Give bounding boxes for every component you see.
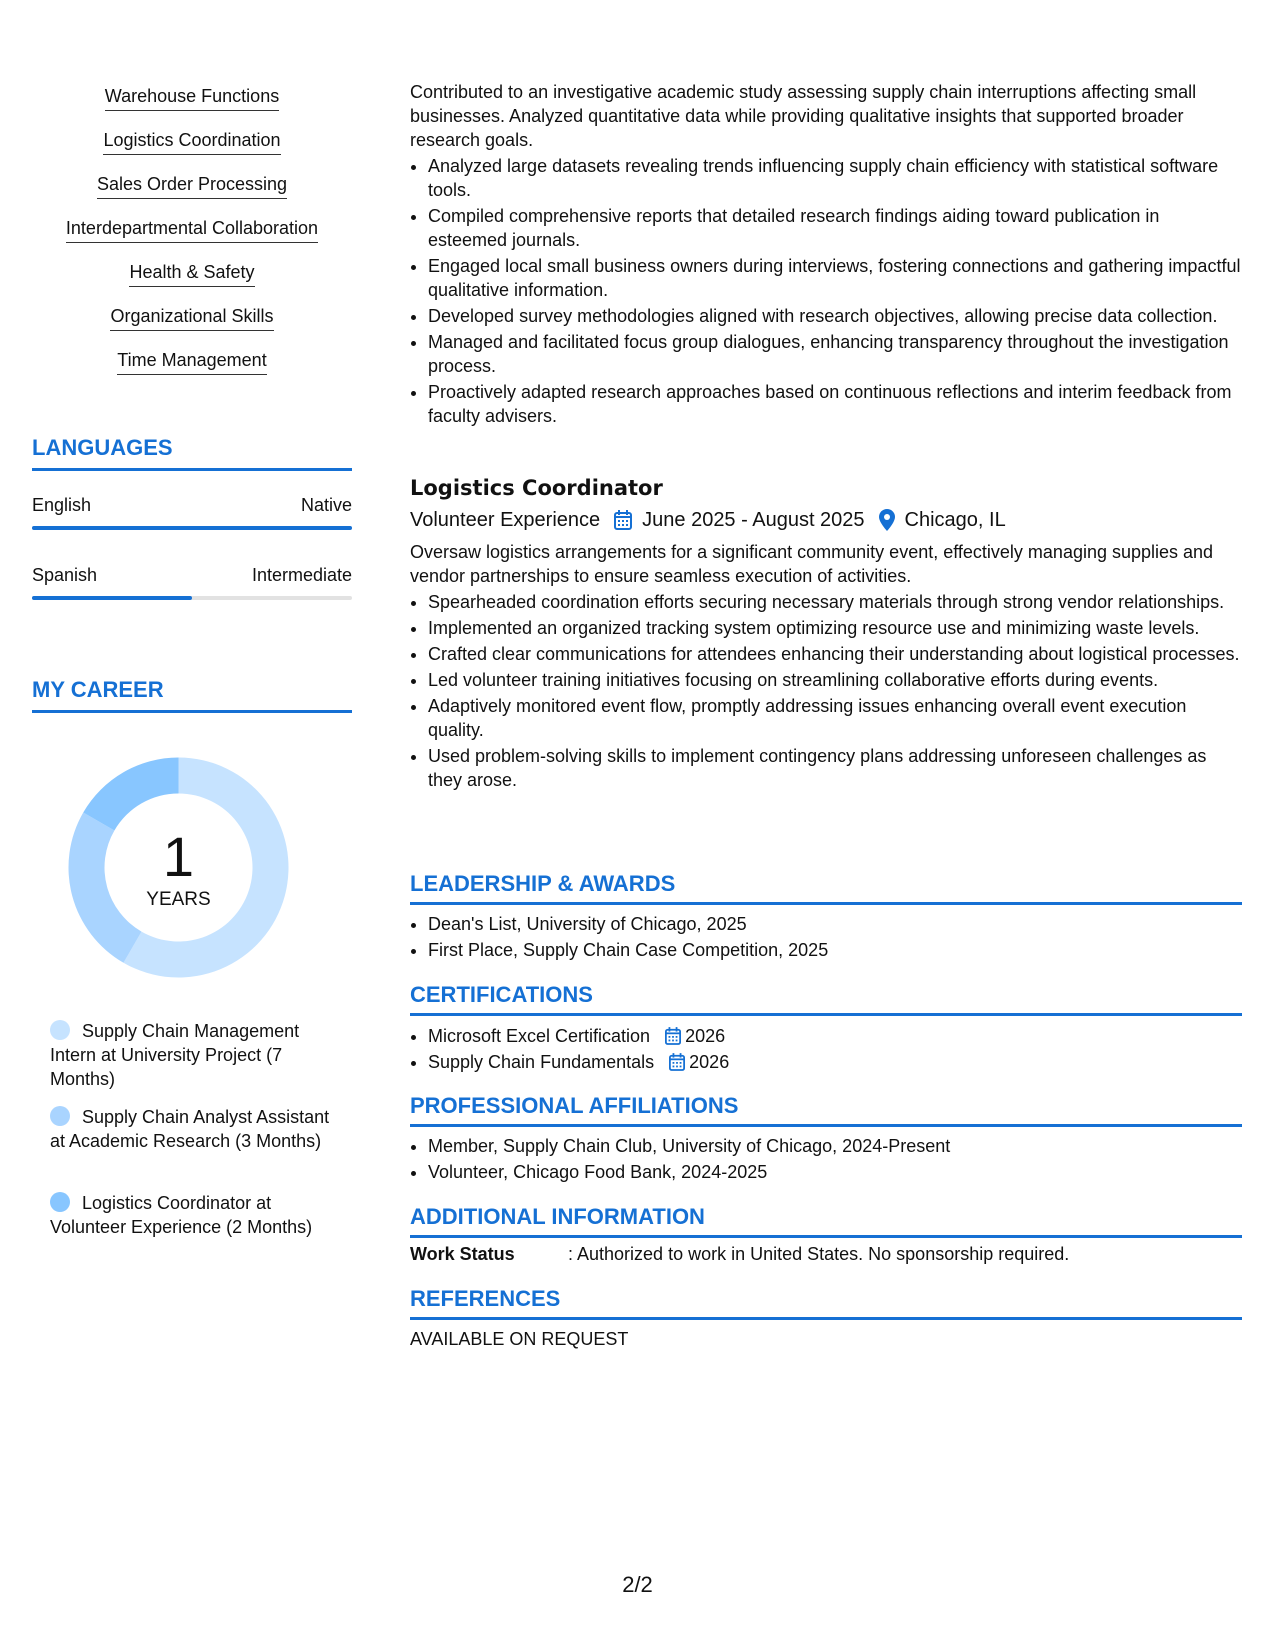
section-rule bbox=[410, 1235, 1242, 1238]
skill-item: Logistics Coordination bbox=[103, 128, 280, 155]
section-title: CERTIFICATIONS bbox=[410, 982, 593, 1007]
language-level: Native bbox=[300, 495, 352, 515]
language-bar-fill bbox=[32, 596, 192, 600]
section-rule bbox=[410, 902, 1242, 905]
section-title: PROFESSIONAL AFFILIATIONS bbox=[410, 1093, 739, 1118]
location-pin-icon bbox=[879, 509, 895, 531]
job-entry bbox=[410, 474, 1242, 794]
skill-item: Health & Safety bbox=[129, 260, 254, 287]
language-bar bbox=[32, 596, 352, 600]
career-legend-item bbox=[50, 1105, 340, 1153]
job-org: Volunteer Experience bbox=[410, 509, 601, 531]
career-total-unit: YEARS bbox=[146, 889, 211, 910]
languages-header bbox=[32, 434, 352, 471]
skill-item: Interdepartmental Collaboration bbox=[66, 216, 318, 243]
language-level: Intermediate bbox=[251, 565, 352, 585]
awards-header bbox=[410, 870, 1242, 905]
legend-dot bbox=[50, 1192, 70, 1212]
certifications-header bbox=[410, 981, 1242, 1016]
bullet-item: • Analyzed large datasets revealing trends influencing supply chain efficiency with statistical software tools. bbox=[428, 154, 1242, 202]
section-title: ADDITIONAL INFORMATION bbox=[410, 1204, 705, 1229]
bullet-item: • Implemented an organized tracking system optimizing resource use and minimizing waste levels. bbox=[428, 616, 1242, 640]
certification-item bbox=[428, 1050, 1242, 1074]
bullet-item: • Managed and facilitated focus group dialogues, enhancing transparency throughout the investigation process. bbox=[428, 330, 1242, 378]
affiliation-item: • Volunteer, Chicago Food Bank, 2024-2025 bbox=[428, 1160, 1242, 1184]
career-legend-item bbox=[50, 1191, 340, 1239]
skills-list bbox=[32, 84, 352, 392]
certification-year: 2026 bbox=[689, 1052, 730, 1072]
job-summary: Oversaw logistics arrangements for a significant community event, effectively managing supplies and vendor partnerships to ensure seamless execution of activities. bbox=[410, 542, 1214, 586]
calendar-icon bbox=[665, 1027, 681, 1045]
bullet-item: • Spearheaded coordination efforts securing necessary materials through strong vendor relationships. bbox=[428, 590, 1242, 614]
affiliations-header bbox=[410, 1092, 1242, 1127]
research-bullets bbox=[410, 154, 1242, 428]
section-title: LEADERSHIP & AWARDS bbox=[410, 871, 676, 896]
language-bar-fill bbox=[32, 526, 352, 530]
bullet-item: • Compiled comprehensive reports that detailed research findings aiding toward publication in esteemed journals. bbox=[428, 204, 1242, 252]
bullet-item: • Engaged local small business owners during interviews, fostering connections and gathering impactful qualitative information. bbox=[428, 254, 1242, 302]
section-rule bbox=[410, 1317, 1242, 1320]
bullet-item: • Used problem-solving skills to implement contingency plans addressing unforeseen challenges as they arose. bbox=[428, 744, 1242, 792]
certification-name: Microsoft Excel Certification bbox=[428, 1026, 651, 1046]
section-rule bbox=[410, 1013, 1242, 1016]
legend-dot bbox=[50, 1106, 70, 1126]
bullet-item: • Proactively adapted research approaches based on continuous reflections and interim feedback from faculty advisers. bbox=[428, 380, 1242, 428]
work-status-row bbox=[410, 1242, 1242, 1266]
calendar-icon bbox=[669, 1053, 685, 1071]
award-item: • Dean's List, University of Chicago, 2025 bbox=[428, 912, 1242, 936]
award-item: • First Place, Supply Chain Case Competition, 2025 bbox=[428, 938, 1242, 962]
section-rule bbox=[410, 1124, 1242, 1127]
job-title: Logistics Coordinator bbox=[410, 476, 663, 500]
job-location: Chicago, IL bbox=[904, 509, 1006, 531]
career-total-number: 1 bbox=[162, 824, 195, 888]
language-name: Spanish bbox=[32, 565, 98, 585]
certification-year: 2026 bbox=[685, 1026, 726, 1046]
job-bullets bbox=[410, 590, 1242, 792]
section-rule bbox=[32, 710, 352, 713]
research-summary: Contributed to an investigative academic study assessing supply chain interruptions affecting small businesses. Analyzed quantitative data while providing qualitative insights that supported broader research goals. bbox=[410, 82, 1197, 150]
section-title: LANGUAGES bbox=[32, 435, 173, 460]
skill-item: Time Management bbox=[117, 348, 266, 375]
language-item bbox=[32, 563, 352, 600]
skill-item: Sales Order Processing bbox=[97, 172, 287, 199]
skill-item: Warehouse Functions bbox=[105, 84, 279, 111]
references-text: AVAILABLE ON REQUEST bbox=[410, 1329, 629, 1349]
legend-dot bbox=[50, 1020, 70, 1040]
certification-item bbox=[428, 1024, 1242, 1048]
page-number: 2/2 bbox=[622, 1572, 653, 1597]
career-legend-item bbox=[50, 1019, 340, 1091]
legend-label: Logistics Coordinator at Volunteer Experience (2 Months) bbox=[50, 1193, 313, 1237]
career-header bbox=[32, 676, 352, 713]
language-bar bbox=[32, 526, 352, 530]
work-status-label: Work Status bbox=[410, 1244, 515, 1264]
calendar-icon bbox=[614, 510, 632, 530]
bullet-item: • Crafted clear communications for attendees enhancing their understanding about logistical processes. bbox=[428, 642, 1242, 666]
legend-label: Supply Chain Management Intern at University Project (7 Months) bbox=[50, 1021, 300, 1089]
references-header bbox=[410, 1285, 1242, 1320]
skill-item: Organizational Skills bbox=[110, 304, 273, 331]
donut-segment bbox=[69, 813, 142, 963]
certifications-list bbox=[410, 1024, 1242, 1076]
bullet-item: • Led volunteer training initiatives focusing on streamlining collaborative efforts during events. bbox=[428, 668, 1242, 692]
research-entry bbox=[410, 80, 1242, 430]
donut-segment bbox=[83, 758, 178, 831]
language-name: English bbox=[32, 495, 92, 515]
affiliation-item: • Member, Supply Chain Club, University of Chicago, 2024-Present bbox=[428, 1134, 1242, 1158]
section-rule bbox=[32, 468, 352, 471]
section-title: REFERENCES bbox=[410, 1286, 561, 1311]
section-title: MY CAREER bbox=[32, 677, 164, 702]
awards-list bbox=[410, 912, 1242, 964]
career-donut-chart bbox=[66, 755, 291, 980]
work-status-value: : Authorized to work in United States. No sponsorship required. bbox=[568, 1244, 1070, 1264]
bullet-item: • Developed survey methodologies aligned with research objectives, allowing precise data collection. bbox=[428, 304, 1242, 328]
affiliations-list bbox=[410, 1134, 1242, 1186]
job-meta bbox=[410, 506, 1242, 534]
certification-name: Supply Chain Fundamentals bbox=[428, 1052, 655, 1072]
legend-label: Supply Chain Analyst Assistant at Academic Research (3 Months) bbox=[50, 1107, 330, 1151]
language-item bbox=[32, 493, 352, 530]
job-dates: June 2025 - August 2025 bbox=[642, 509, 865, 531]
additional-header bbox=[410, 1203, 1242, 1238]
bullet-item: • Adaptively monitored event flow, promptly addressing issues enhancing overall event execution quality. bbox=[428, 694, 1242, 742]
